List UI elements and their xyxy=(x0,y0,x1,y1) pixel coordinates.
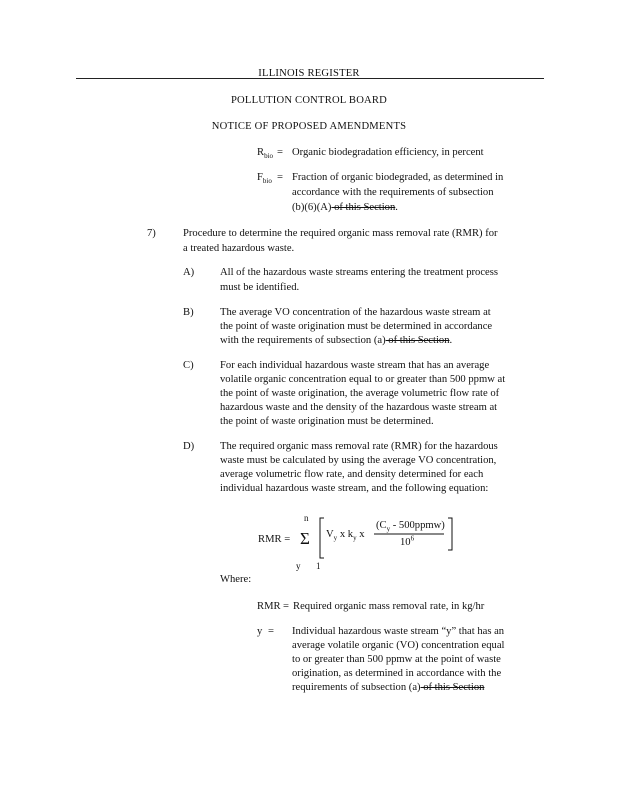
rmr-equation xyxy=(258,512,463,584)
item-7-number: 7) xyxy=(147,228,156,239)
subitem-d-line-1: The required organic mass removal rate (RMR) for the hazardous xyxy=(220,441,498,452)
def-y-line-4: origination, as determined in accordance with the xyxy=(292,668,502,679)
register-title: ILLINOIS REGISTER xyxy=(258,68,360,79)
subitem-c-line-5: the point of waste origination must be determined. xyxy=(220,416,434,427)
header-rule xyxy=(76,78,544,79)
def-fbio-term: $F_{bio}$ xyxy=(257,172,272,186)
equation-upper-limit: n xyxy=(304,513,309,523)
subitem-c-line-4: hazardous waste and the density of the hazardous waste stream at xyxy=(220,402,498,413)
subitem-c-line-3: the point of waste origination, the average volumetric flow rate of xyxy=(220,388,500,399)
subitem-a-label: A) xyxy=(183,267,195,278)
subitem-a-line-2: must be identified. xyxy=(220,282,300,293)
def-rbio-sep: = xyxy=(277,147,283,158)
item-7-line-2: a treated hazardous waste. xyxy=(183,243,295,254)
def-rmr-sep: = xyxy=(283,601,289,612)
equation-lower-index: y xyxy=(296,561,301,571)
def-fbio-line-1: Fraction of organic biodegraded, as determined in xyxy=(292,172,504,183)
subitem-b-line-2: the point of waste origination must be determined in accordance xyxy=(220,321,493,332)
equation-denominator: $10^6$ xyxy=(400,534,415,548)
def-y-sep: = xyxy=(268,626,274,637)
where-label: Where: xyxy=(220,574,252,585)
subitem-b-label: B) xyxy=(183,307,194,318)
def-fbio-line-2: accordance with the requirements of subsection xyxy=(292,187,494,198)
def-rbio-term: $R_{bio}$ xyxy=(257,147,274,161)
def-y-line-5: requirements of subsection (a) of this Section xyxy=(292,682,485,693)
def-y-line-1: Individual hazardous waste stream “y” that has an xyxy=(292,626,505,637)
subitem-c-label: C) xyxy=(183,360,194,371)
def-rbio-text: Organic biodegradation efficiency, in percent xyxy=(292,147,484,158)
equation-lhs: RMR = xyxy=(258,534,291,545)
equation-sigma: Σ xyxy=(300,529,310,548)
def-fbio-sep: = xyxy=(277,172,283,183)
subitem-d-line-3: average volumetric flow rate, and density determined for each xyxy=(220,469,484,480)
def-y-line-3: to or greater than 500 ppmw at the point of waste xyxy=(292,654,501,665)
subitem-d-line-4: individual hazardous waste stream, and the following equation: xyxy=(220,483,489,494)
subitem-d-label: D) xyxy=(183,441,195,452)
subitem-b-line-1: The average VO concentration of the hazardous waste stream at xyxy=(220,307,491,318)
subitem-c-line-2: volatile organic concentration equal to or greater than 500 ppmw at xyxy=(220,374,506,385)
equation-lower-start: 1 xyxy=(316,561,321,571)
def-y-line-2: average volatile organic (VO) concentration equal xyxy=(292,640,505,651)
subitem-c-line-1: For each individual hazardous waste stream that has an average xyxy=(220,360,490,371)
equation-term: $V_y$ x $k_y$ x xyxy=(326,529,365,543)
def-y-term: y xyxy=(257,626,263,637)
subitem-a-line-1: All of the hazardous waste streams entering the treatment process xyxy=(220,267,498,278)
subitem-b-line-3: with the requirements of subsection (a) of this Section. xyxy=(220,335,453,346)
board-title: POLLUTION CONTROL BOARD xyxy=(230,95,388,106)
subitem-d-line-2: waste must be calculated by using the average VO concentration, xyxy=(220,455,497,466)
def-fbio-line-3: (b)(6)(A) of this Section. xyxy=(292,202,398,213)
notice-title: NOTICE OF PROPOSED AMENDMENTS xyxy=(211,121,407,132)
item-7-line-1: Procedure to determine the required organic mass removal rate (RMR) for xyxy=(183,228,498,239)
def-rmr-term: RMR xyxy=(257,601,281,612)
equation-numerator: ($C_y$ - 500ppmw) xyxy=(376,520,445,534)
def-rmr-text: Required organic mass removal rate, in kg/hr xyxy=(293,601,485,612)
